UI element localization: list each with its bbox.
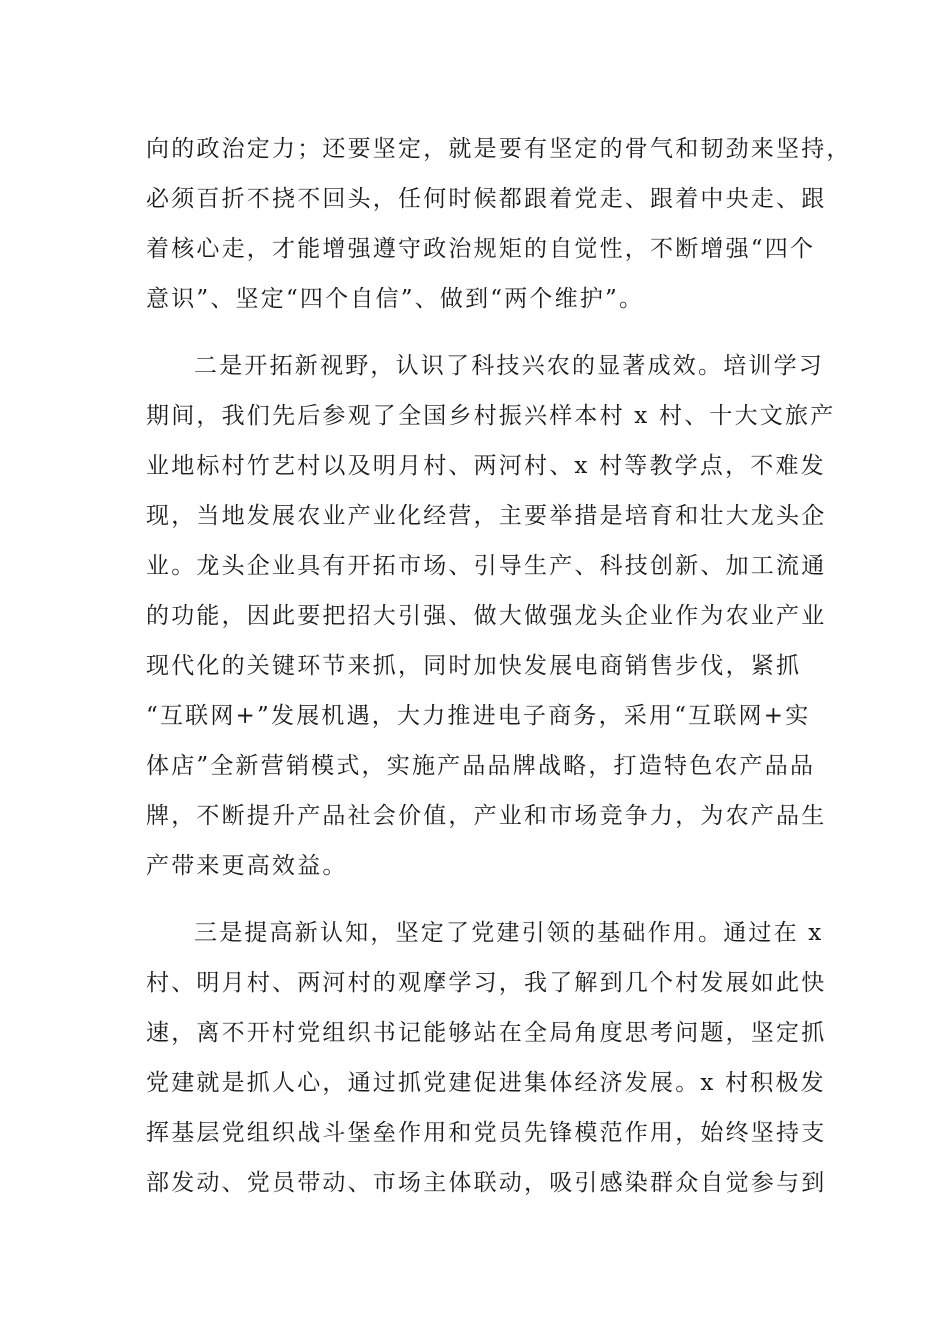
- paragraph-line: 必须百折不挠不回头，任何时候都跟着党走、跟着中央走、跟: [146, 186, 827, 212]
- paragraph-line: 村、明月村、两河村的观摩学习，我了解到几个村发展如此快: [146, 970, 827, 996]
- paragraph-line: 党建就是抓人心，通过抓党建促进集体经济发展。x 村积极发: [146, 1070, 826, 1096]
- paragraph-line: 部发动、党员带动、市场主体联动，吸引感染群众自觉参与到: [146, 1170, 827, 1196]
- paragraph-line: 业地标村竹艺村以及明月村、两河村、x 村等教学点，不难发: [146, 453, 826, 479]
- paragraph-line: 速，离不开村党组织书记能够站在全局角度思考问题，坚定抓: [146, 1020, 827, 1046]
- paragraph-line: 着核心走，才能增强遵守政治规矩的自觉性，不断增强“四个: [146, 236, 816, 262]
- paragraph-first-line: 二是开拓新视野，认识了科技兴农的显著成效。培训学习: [194, 353, 824, 379]
- paragraph-line: 牌，不断提升产品社会价值，产业和市场竞争力，为农产品生: [146, 803, 827, 829]
- paragraph-line: 业。龙头企业具有开拓市场、引导生产、科技创新、加工流通: [146, 553, 827, 579]
- paragraph-line: 向的政治定力；还要坚定，就是要有坚定的骨气和韧劲来坚持，: [146, 136, 852, 162]
- paragraph-line: 体店”全新营销模式，实施产品品牌战略，打造特色农产品品: [146, 753, 816, 779]
- paragraph-first-line: 三是提高新认知，坚定了党建引领的基础作用。通过在 x: [194, 920, 824, 946]
- paragraph-line: 的功能，因此要把招大引强、做大做强龙头企业作为农业产业: [146, 603, 827, 629]
- paragraph-line: 意识”、坚定“四个自信”、做到“两个维护”。: [146, 286, 645, 312]
- paragraph-line: 产带来更高效益。: [146, 853, 348, 879]
- paragraph-line: 期间，我们先后参观了全国乡村振兴样本村 x 村、十大文旅产: [146, 403, 836, 429]
- paragraph-line: “互联网+”发展机遇，大力推进电子商务，采用“互联网+实: [146, 703, 811, 729]
- paragraph-line: 挥基层党组织战斗堡垒作用和党员先锋模范作用，始终坚持支: [146, 1120, 827, 1146]
- paragraph-line: 现代化的关键环节来抓，同时加快发展电商销售步伐，紧抓: [146, 653, 802, 679]
- paragraph-line: 现，当地发展农业产业化经营，主要举措是培育和壮大龙头企: [146, 503, 827, 529]
